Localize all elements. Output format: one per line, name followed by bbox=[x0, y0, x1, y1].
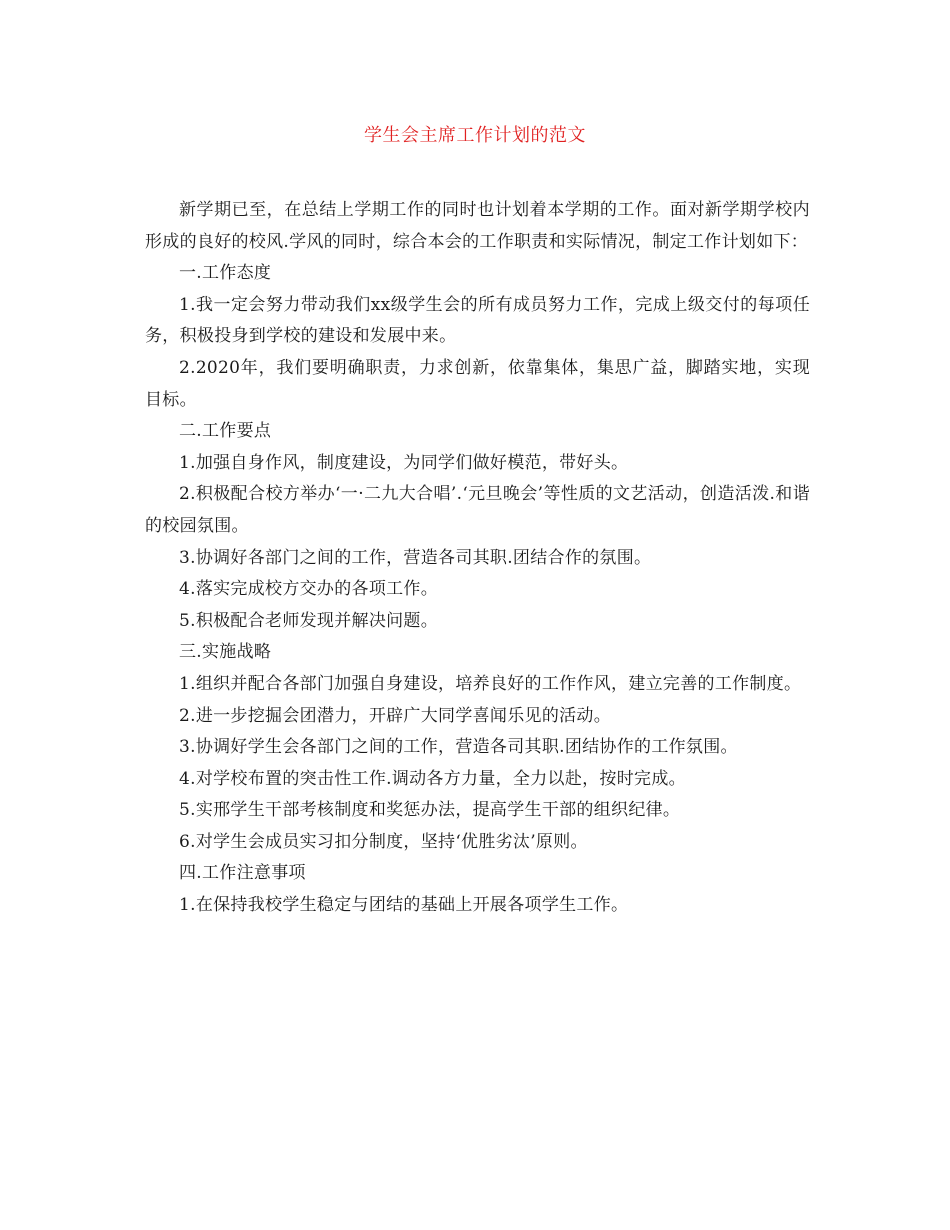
document-body bbox=[145, 195, 810, 922]
list-item: 2.进一步挖掘会团潜力，开辟广大同学喜闻乐见的活动。 bbox=[179, 705, 612, 726]
list-item: 2.积极配合校方举办‘一·二九大合唱’.‘元旦晚会’等性质的文艺活动，创造活泼.和谐的校园氛围。 bbox=[145, 484, 810, 536]
list-item: 6.对学生会成员实习扣分制度，坚持‘优胜劣汰’原则。 bbox=[179, 831, 588, 852]
list-item: 1.在保持我校学生稳定与团结的基础上开展各项学生工作。 bbox=[179, 895, 629, 916]
list-item: 5.实邢学生干部考核制度和奖惩办法，提高学生干部的组织纪律。 bbox=[179, 800, 681, 821]
list-item: 1.组织并配合各部门加强自身建设，培养良好的工作作风，建立完善的工作制度。 bbox=[179, 673, 802, 694]
list-item: 1.加强自身作风，制度建设，为同学们做好模范，带好头。 bbox=[179, 452, 629, 473]
list-item: 1.我一定会努力带动我们xx级学生会的所有成员努力工作，完成上级交付的每项任务，积极投身到学校的建设和发展中来。 bbox=[145, 294, 810, 347]
section-heading-notes: 四.工作注意事项 bbox=[179, 863, 306, 884]
list-item: 4.落实完成校方交办的各项工作。 bbox=[179, 579, 439, 600]
section-heading-strategy: 三.实施战略 bbox=[179, 642, 272, 663]
section-heading-key-points: 二.工作要点 bbox=[179, 421, 272, 442]
list-item: 2.2020年，我们要明确职责，力求创新，依靠集体，集思广益，脚踏实地，实现目标。 bbox=[145, 357, 810, 410]
list-item: 4.对学校布置的突击性工作.调动各方力量，全力以赴，按时完成。 bbox=[179, 768, 686, 789]
paragraph-intro: 新学期已至，在总结上学期工作的同时也计划着本学期的工作。面对新学期学校内形成的良好的校风.学风的同时，综合本会的工作职责和实际情况，制定工作计划如下： bbox=[145, 200, 810, 252]
document-title: 学生会主席工作计划的范文 bbox=[364, 125, 586, 146]
section-heading-attitude: 一.工作态度 bbox=[179, 263, 272, 284]
list-item: 3.协调好学生会各部门之间的工作，营造各司其职.团结协作的工作氛围。 bbox=[179, 737, 738, 758]
list-item: 3.协调好各部门之间的工作，营造各司其职.团结合作的氛围。 bbox=[179, 547, 652, 568]
list-item: 5.积极配合老师发现并解决问题。 bbox=[179, 610, 439, 631]
